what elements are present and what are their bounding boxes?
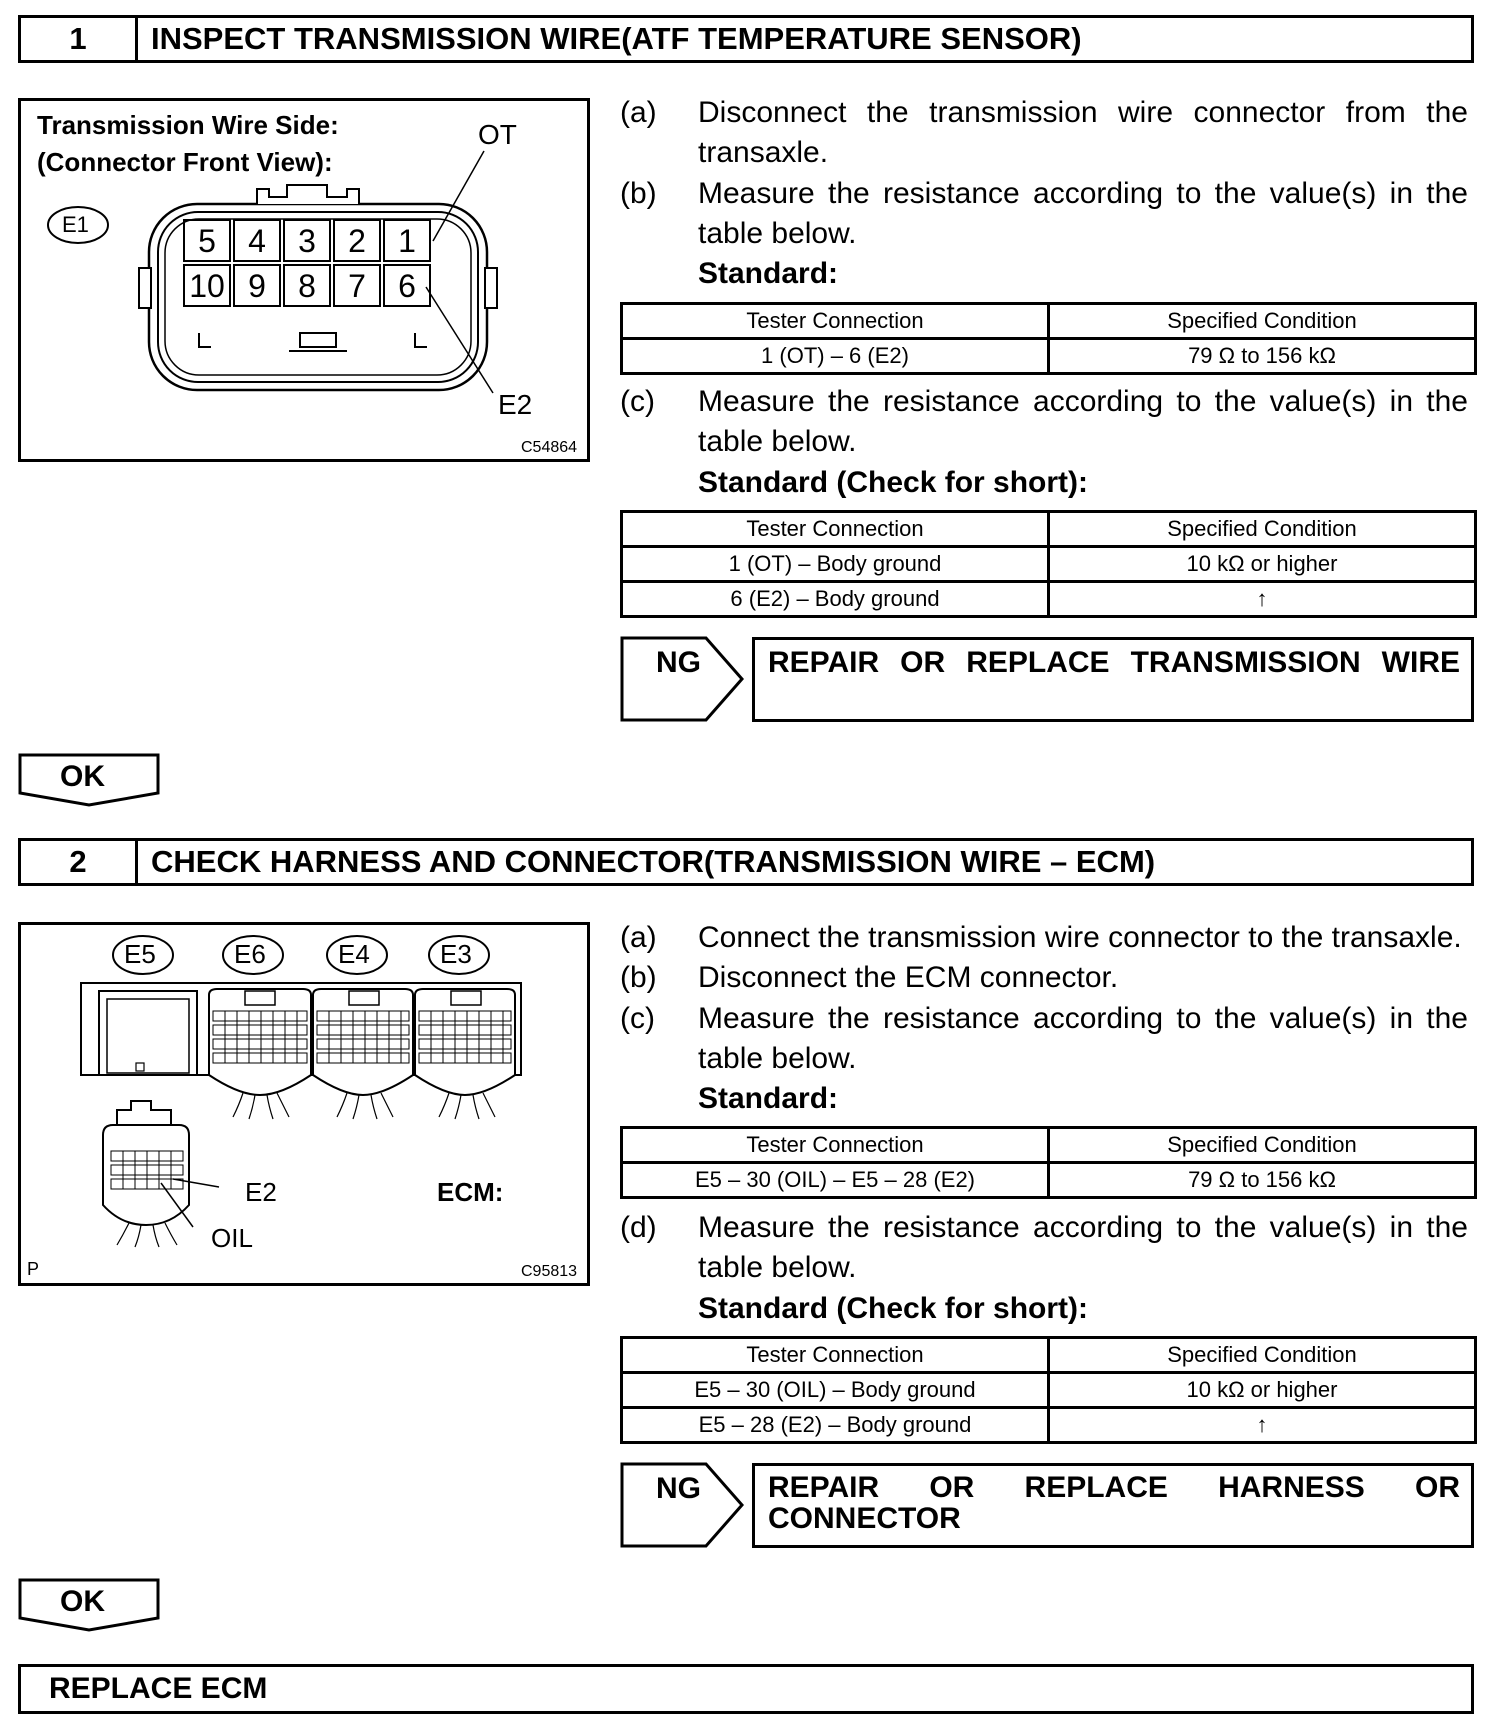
instruction-label: (a) [620,96,657,129]
instruction-b [620,958,1470,998]
short-check-heading: Standard (Check for short): [698,1292,1089,1325]
table-header-cell: Tester Connection [622,512,1049,547]
ng-action-text: REPAIR OR REPLACE HARNESS OR CONNECTOR [768,1471,1460,1535]
ok-label: OK [60,1585,105,1618]
ecm-connector-illustration [18,922,590,1286]
pin-6: 6 [383,264,431,307]
pin-1: 1 [383,219,431,262]
label-ot: OT [478,119,517,150]
ng-action-box [752,637,1474,722]
table-row [622,1373,1476,1408]
table-header-cell: Specified Condition [1049,304,1476,339]
table-row [622,1163,1476,1198]
illustration-code: C54864 [521,439,578,456]
instruction-label: (b) [620,961,657,994]
ng-action-text: REPAIR OR REPLACE TRANSMISSION WIRE [768,646,1460,679]
pin-8: 8 [283,264,331,307]
table-cell: 79 Ω to 156 kΩ [1049,1163,1476,1198]
step-title: CHECK HARNESS AND CONNECTOR(TRANSMISSION WIRE – ECM) [151,844,1156,879]
instruction-text: Measure the resistance according to the value(s) in the table below. [698,177,1468,250]
standard-heading: Standard: [698,1082,839,1115]
pin-9: 9 [233,264,281,307]
connector-id-e6: E6 [234,939,266,969]
ng-label: NG [656,1472,701,1505]
spec-table-3 [620,1126,1477,1199]
table-cell: 10 kΩ or higher [1049,1373,1476,1408]
caption-line-2: (Connector Front View): [37,147,333,177]
table-cell: E5 – 28 (E2) – Body ground [622,1408,1049,1443]
table-cell: 10 kΩ or higher [1049,547,1476,582]
pin-10: 10 [183,264,231,307]
instruction-d [620,1208,1470,1288]
table-cell: E5 – 30 (OIL) – Body ground [622,1373,1049,1408]
table-row [622,582,1476,617]
ecm-drawing [21,925,587,1283]
pin-5: 5 [183,219,231,262]
connector-id-e5: E5 [124,939,156,969]
table-header-row [622,512,1476,547]
table-cell: 6 (E2) – Body ground [622,582,1049,617]
step-number: 1 [21,18,138,60]
table-cell: E5 – 30 (OIL) – E5 – 28 (E2) [622,1163,1049,1198]
instruction-a [620,918,1470,958]
label-e2: E2 [498,389,533,420]
instruction-label: (c) [620,1002,655,1035]
illustration-code: C95813 [521,1263,578,1280]
label-e2: E2 [245,1177,277,1207]
table-header-cell: Specified Condition [1049,1128,1476,1163]
step-2-header [18,838,1474,886]
instruction-text: Measure the resistance according to the value(s) in the table below. [698,1211,1468,1284]
table-header-row [622,304,1476,339]
instruction-text: Measure the resistance according to the value(s) in the table below. [698,385,1468,458]
table-cell: ↑ [1049,1408,1476,1443]
table-header-cell: Tester Connection [622,304,1049,339]
ng-action-box [752,1463,1474,1548]
final-action-box [18,1664,1474,1714]
standard-heading: Standard: [698,257,839,290]
connector-id-e1: E1 [62,212,89,237]
table-header-row [622,1128,1476,1163]
label-p: P [27,1259,40,1279]
instruction-a [620,93,1470,173]
connector-id-e4: E4 [338,939,370,969]
instruction-b [620,174,1470,254]
ok-label: OK [60,760,105,793]
instruction-text: Measure the resistance according to the value(s) in the table below. [698,1002,1468,1075]
spec-table-4 [620,1336,1477,1444]
instruction-label: (d) [620,1211,657,1244]
instruction-text: Disconnect the ECM connector. [698,961,1119,994]
label-ecm: ECM: [437,1177,504,1207]
caption-line-1: Transmission Wire Side: [37,110,339,140]
connector-illustration-e1 [18,98,590,462]
instruction-text: Connect the transmission wire connector to the transaxle. [698,921,1462,954]
pin-7: 7 [333,264,381,307]
table-header-cell: Specified Condition [1049,512,1476,547]
pin-4: 4 [233,219,281,262]
instruction-c [620,999,1470,1079]
instruction-label: (b) [620,177,657,210]
table-cell: ↑ [1049,582,1476,617]
step-1-header [18,15,1474,63]
instruction-label: (a) [620,921,657,954]
table-header-cell: Tester Connection [622,1338,1049,1373]
spec-table-2 [620,510,1477,618]
final-action-text: REPLACE ECM [49,1672,268,1705]
table-row [622,339,1476,374]
label-oil: OIL [211,1223,253,1253]
table-header-cell: Specified Condition [1049,1338,1476,1373]
short-check-heading: Standard (Check for short): [698,466,1089,499]
step-title: INSPECT TRANSMISSION WIRE(ATF TEMPERATURE SENSOR) [151,21,1082,56]
table-cell: 1 (OT) – Body ground [622,547,1049,582]
instruction-label: (c) [620,385,655,418]
pin-2: 2 [333,219,381,262]
spec-table-1 [620,302,1477,375]
pin-3: 3 [283,219,331,262]
table-row [622,1408,1476,1443]
step-number: 2 [21,841,138,883]
ng-label: NG [656,646,701,679]
instruction-c [620,382,1470,462]
instruction-text: Disconnect the transmission wire connector from the transaxle. [698,96,1468,169]
connector-id-e3: E3 [440,939,472,969]
table-row [622,547,1476,582]
table-cell: 1 (OT) – 6 (E2) [622,339,1049,374]
table-cell: 79 Ω to 156 kΩ [1049,339,1476,374]
table-header-row [622,1338,1476,1373]
table-header-cell: Tester Connection [622,1128,1049,1163]
